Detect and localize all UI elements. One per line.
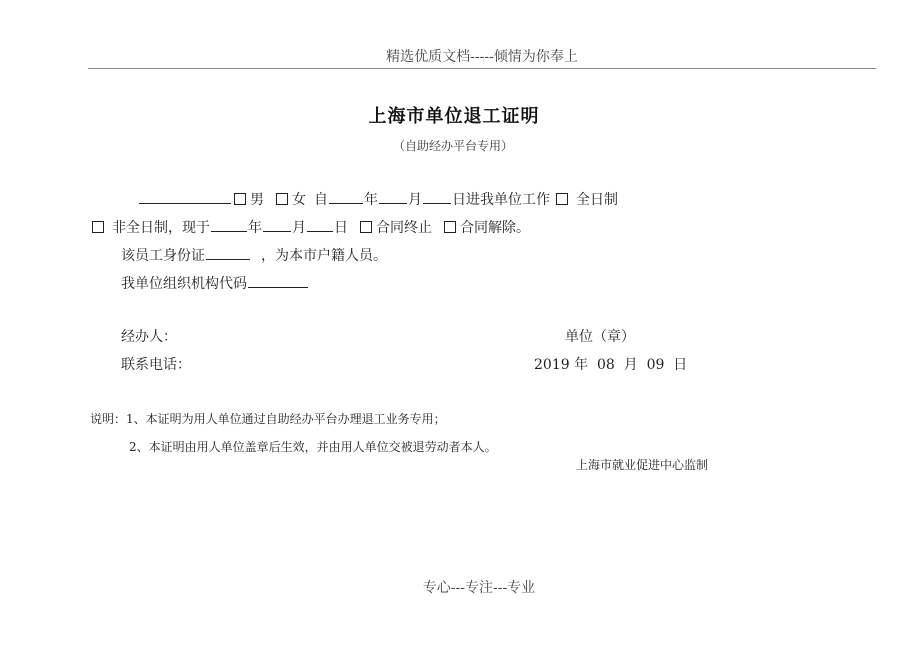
from-label: 自 xyxy=(314,192,328,208)
full-time-checkbox[interactable] xyxy=(556,193,568,205)
start-day-blank[interactable] xyxy=(423,189,451,204)
note-1: 说明：1、本证明为用人单位通过自助经办平台办理退工业务专用； xyxy=(90,412,446,426)
part-time-label: 非全日制，现于 xyxy=(112,220,210,236)
form-line-employee xyxy=(138,189,618,209)
day-enter-label: 日进我单位工作 xyxy=(452,192,550,208)
female-label: 女 xyxy=(292,192,306,208)
start-year-blank[interactable] xyxy=(329,189,363,204)
org-code-label: 我单位组织机构代码 xyxy=(121,276,247,292)
residency-label: ，为本市户籍人员。 xyxy=(261,248,387,264)
form-line-termination xyxy=(90,217,530,237)
end-month-blank[interactable] xyxy=(263,217,291,232)
full-time-label: 全日制 xyxy=(576,192,618,208)
page-footer: 专心---专注---专业 xyxy=(422,580,536,596)
year-label-2: 年 xyxy=(248,220,262,236)
org-code-blank[interactable] xyxy=(248,273,308,288)
id-label: 该员工身份证 xyxy=(121,248,205,264)
document-title: 上海市单位退工证明 xyxy=(368,106,540,127)
issue-date: 2019 年 08 月 09 日 xyxy=(534,357,688,373)
header-divider xyxy=(88,68,876,69)
phone-label: 联系电话： xyxy=(121,357,191,373)
page-header: 精选优质文档-----倾情为你奉上 xyxy=(386,49,578,65)
contract-cancel-label: 合同解除。 xyxy=(460,220,530,236)
note-2: 2、本证明由用人单位盖章后生效，并由用人单位交被退劳动者本人。 xyxy=(129,440,497,454)
contract-cancel-checkbox[interactable] xyxy=(444,221,456,233)
female-checkbox[interactable] xyxy=(276,193,288,205)
month-label: 月 xyxy=(408,192,422,208)
male-checkbox[interactable] xyxy=(234,193,246,205)
end-year-blank[interactable] xyxy=(211,217,247,232)
day-label-2: 日 xyxy=(334,220,348,236)
end-day-blank[interactable] xyxy=(307,217,333,232)
handler-label: 经办人： xyxy=(121,329,177,345)
part-time-checkbox[interactable] xyxy=(92,221,104,233)
male-label: 男 xyxy=(250,192,264,208)
year-label: 年 xyxy=(364,192,378,208)
form-line-id xyxy=(121,245,387,265)
document-subtitle: （自助经办平台专用） xyxy=(392,139,513,153)
id-number-blank[interactable] xyxy=(206,245,250,260)
month-label-2: 月 xyxy=(292,220,306,236)
contract-end-label: 合同终止 xyxy=(376,220,432,236)
name-blank[interactable] xyxy=(139,189,231,204)
form-line-org-code xyxy=(121,273,309,293)
start-month-blank[interactable] xyxy=(379,189,407,204)
contract-end-checkbox[interactable] xyxy=(360,221,372,233)
issuer-label: 上海市就业促进中心监制 xyxy=(576,458,709,472)
unit-seal-label: 单位（章） xyxy=(565,329,635,345)
